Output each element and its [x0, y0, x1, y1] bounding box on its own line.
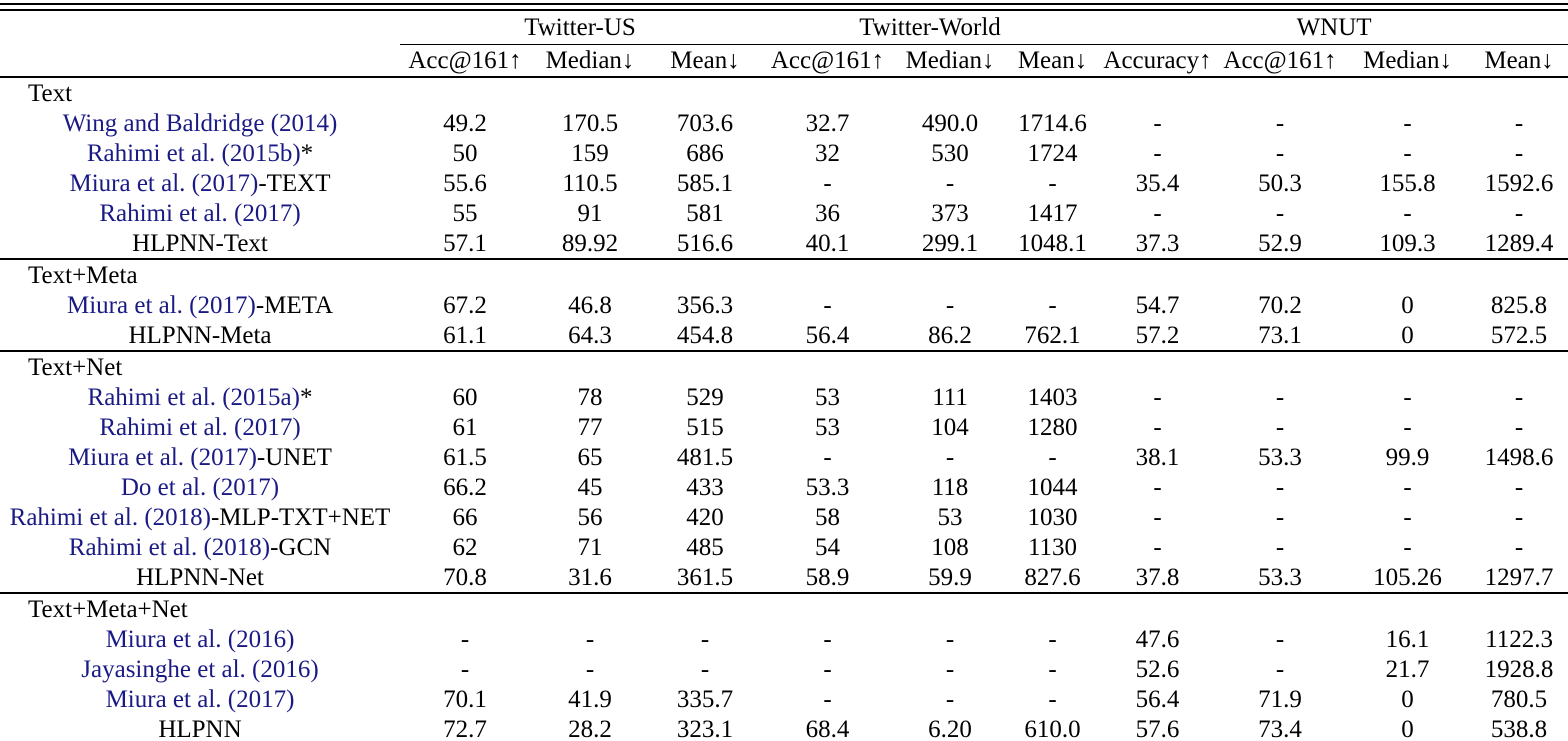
metric-value-cell: - — [1403, 199, 1412, 227]
metric-value-cell: - — [1275, 383, 1285, 411]
metric-header: Acc@161↑ — [1215, 45, 1345, 78]
citation-link[interactable]: Miura et al. (2016) — [105, 625, 295, 653]
model-name-cell — [0, 412, 400, 442]
metric-value-cell: - — [1514, 139, 1524, 167]
metric-value-cell: - — [1048, 685, 1057, 713]
section-label: Text+Meta — [0, 259, 1568, 290]
model-name-cell — [0, 108, 400, 138]
model-name-cell — [0, 138, 400, 168]
metric-value-cell: 454.8 — [676, 321, 734, 349]
metric-value-cell: 1122.3 — [1485, 625, 1553, 653]
section-label: Text+Meta+Net — [0, 593, 1568, 624]
metric-value-cell: 56 — [577, 503, 603, 531]
metric-value-cell: - — [1514, 533, 1524, 561]
metric-value-cell: - — [823, 685, 832, 713]
metric-value-cell: 1592.6 — [1484, 169, 1554, 197]
metric-value-cell: - — [1153, 503, 1162, 531]
dataset-group-header: Twitter-World — [760, 11, 1100, 45]
metric-value-cell: 61 — [452, 413, 478, 441]
metric-value-cell: 420 — [686, 503, 724, 531]
metric-value-cell: - — [945, 169, 955, 197]
metric-value-cell: - — [700, 655, 710, 683]
metric-header: Mean↓ — [650, 45, 760, 78]
metric-value-cell: - — [945, 655, 955, 683]
metric-value-cell: 0 — [1401, 715, 1414, 741]
metric-value-cell: 515 — [686, 413, 724, 441]
metric-value-cell: 1030 — [1027, 503, 1078, 531]
model-name-cell — [0, 472, 400, 502]
metric-value-cell: 481.5 — [676, 443, 734, 471]
metric-value-cell: - — [1403, 109, 1412, 137]
metric-value-cell: 55.6 — [443, 169, 487, 197]
citation-link[interactable]: Miura et al. (2017) — [69, 169, 259, 197]
metric-value-cell: 299.1 — [921, 229, 979, 257]
model-name-suffix: -GCN — [270, 533, 332, 561]
metric-value-cell: 572.5 — [1490, 321, 1548, 349]
section-header-row — [0, 351, 1568, 382]
metric-value-cell: 46.8 — [568, 291, 612, 319]
metric-value-cell: 41.9 — [568, 685, 612, 713]
metric-value-cell: 70.1 — [443, 685, 487, 713]
metric-value-cell: 35.4 — [1135, 169, 1180, 197]
metric-value-cell: - — [1275, 109, 1285, 137]
metric-value-cell: 78 — [577, 383, 603, 411]
metric-value-cell: - — [1514, 503, 1524, 531]
citation-link[interactable]: Rahimi et al. (2018) — [68, 533, 271, 561]
metric-value-cell: 91 — [577, 199, 603, 227]
metric-value-cell: 61.1 — [443, 321, 487, 349]
metric-value-cell: - — [823, 443, 832, 471]
model-name-cell — [0, 198, 400, 228]
metric-value-cell: - — [823, 169, 832, 197]
metric-value-cell: 0 — [1401, 291, 1414, 319]
metric-value-cell: 581 — [686, 199, 724, 227]
metric-value-cell: 6.20 — [928, 715, 972, 741]
metric-value-cell: 0 — [1401, 685, 1414, 713]
citation-link[interactable]: Miura et al. (2017) — [67, 291, 256, 319]
metric-value-cell: 1417 — [1027, 199, 1078, 227]
metric-value-cell: - — [1403, 383, 1412, 411]
metric-value-cell: 49.2 — [443, 109, 487, 137]
metric-value-cell: - — [460, 625, 470, 653]
metric-value-cell: - — [1275, 503, 1285, 531]
metric-value-cell: 40.1 — [805, 229, 850, 257]
metric-value-cell: - — [1514, 473, 1524, 501]
metric-value-cell: 516.6 — [676, 229, 734, 257]
metric-value-cell: 1130 — [1027, 533, 1078, 561]
metric-value-cell: - — [1275, 655, 1285, 683]
model-name: HLPNN — [158, 715, 242, 741]
metric-value-cell: 1280 — [1027, 413, 1078, 441]
metric-value-cell: 170.5 — [561, 109, 619, 137]
metric-value-cell: - — [1153, 413, 1162, 441]
metric-value-cell: 21.7 — [1385, 655, 1430, 683]
metric-value-cell: - — [1275, 139, 1285, 167]
section-label: Text+Net — [0, 351, 1568, 382]
metric-value-cell: 373 — [931, 199, 969, 227]
metric-value-cell: - — [1514, 383, 1524, 411]
metric-value-cell: 37.3 — [1135, 229, 1180, 257]
metric-value-cell: - — [1514, 199, 1524, 227]
metric-value-cell: - — [1403, 139, 1412, 167]
citation-link[interactable]: Rahimi et al. (2018) — [9, 503, 211, 531]
model-name-cell — [0, 562, 400, 593]
metric-value-cell: - — [1153, 533, 1162, 561]
metric-value-cell: - — [1048, 291, 1057, 319]
metric-value-cell: 109.3 — [1379, 229, 1436, 257]
metric-value-cell: 61.5 — [443, 443, 487, 471]
dataset-group-header-row — [0, 11, 1568, 45]
metric-value-cell: 47.6 — [1135, 625, 1180, 653]
metric-value-cell: - — [945, 685, 955, 713]
metric-value-cell: - — [823, 625, 832, 653]
metric-value-cell: - — [1403, 473, 1412, 501]
citation-link[interactable]: Wing and Baldridge (2014) — [62, 109, 338, 137]
metric-value-cell: - — [1048, 169, 1057, 197]
metric-value-cell: 0 — [1401, 321, 1414, 349]
metric-value-cell: 105.26 — [1373, 563, 1442, 591]
metric-value-cell: 66 — [452, 503, 478, 531]
metric-value-cell: 50.3 — [1258, 169, 1302, 197]
metric-value-cell: 1928.8 — [1484, 655, 1554, 683]
metric-value-cell: 86.2 — [928, 321, 972, 349]
metric-value-cell: 55 — [452, 199, 478, 227]
metric-value-cell: 53 — [815, 383, 841, 411]
metric-value-cell: 57.2 — [1135, 321, 1180, 349]
table-row — [0, 684, 1568, 714]
metric-value-cell: 53.3 — [1258, 563, 1302, 591]
metric-value-cell: 65 — [577, 443, 603, 471]
table-row — [0, 138, 1568, 168]
metric-value-cell: 45 — [577, 473, 603, 501]
table-row — [0, 108, 1568, 138]
table-row — [0, 382, 1568, 412]
model-name-cell — [0, 624, 400, 654]
metric-value-cell: 73.1 — [1258, 321, 1302, 349]
model-name: HLPNN-Text — [132, 229, 268, 257]
metric-value-cell: 56.4 — [805, 321, 850, 349]
metric-value-cell: 111 — [932, 383, 968, 411]
citation-link[interactable]: Rahimi et al. (2017) — [99, 413, 301, 441]
metric-header-row — [0, 45, 1568, 78]
metric-value-cell: 110.5 — [562, 169, 618, 197]
metric-value-cell: - — [1153, 383, 1162, 411]
metric-value-cell: - — [1048, 625, 1057, 653]
metric-value-cell: - — [945, 443, 955, 471]
table-row — [0, 168, 1568, 198]
metric-value-cell: - — [1275, 625, 1285, 653]
section-header-row — [0, 259, 1568, 290]
metric-value-cell: 72.7 — [443, 715, 487, 741]
model-name-cell — [0, 228, 400, 259]
metric-header: Accuracy↑ — [1100, 45, 1215, 78]
dataset-group-header: Twitter-US — [400, 11, 760, 45]
metric-value-cell: - — [1048, 443, 1057, 471]
table-row — [0, 320, 1568, 351]
metric-value-cell: 58 — [815, 503, 841, 531]
model-name-cell — [0, 684, 400, 714]
table-body — [0, 77, 1568, 741]
model-name-cell — [0, 502, 400, 532]
metric-value-cell: 159 — [571, 139, 609, 167]
metric-value-cell: 58.9 — [805, 563, 850, 591]
model-name-cell — [0, 532, 400, 562]
table-header — [0, 11, 1568, 77]
metric-header: Mean↓ — [1470, 45, 1568, 78]
metric-value-cell: 538.8 — [1490, 715, 1548, 741]
metric-value-cell: 108 — [931, 533, 969, 561]
metric-value-cell: - — [1514, 109, 1524, 137]
metric-value-cell: 70.2 — [1258, 291, 1302, 319]
citation-link[interactable]: Rahimi et al. (2015a) — [87, 383, 300, 411]
metric-value-cell: - — [945, 625, 955, 653]
metric-value-cell: 54 — [815, 533, 841, 561]
metric-value-cell: - — [1275, 533, 1285, 561]
metric-value-cell: - — [1275, 473, 1285, 501]
metric-value-cell: 28.2 — [568, 715, 612, 741]
metric-value-cell: 762.1 — [1024, 321, 1081, 349]
table-row — [0, 654, 1568, 684]
model-name-cell — [0, 290, 400, 320]
metric-header: Acc@161↑ — [400, 45, 530, 78]
metric-value-cell: 64.3 — [568, 321, 612, 349]
table-row — [0, 290, 1568, 320]
metric-value-cell: - — [585, 655, 595, 683]
metric-value-cell: - — [1275, 199, 1285, 227]
metric-value-cell: 780.5 — [1490, 685, 1548, 713]
metric-value-cell: 686 — [686, 139, 724, 167]
metric-value-cell: 53.3 — [805, 473, 850, 501]
model-name-suffix: * — [300, 139, 314, 167]
metric-value-cell: 1403 — [1027, 383, 1078, 411]
citation-link[interactable]: Jayasinghe et al. (2016) — [81, 655, 319, 683]
metric-value-cell: 485 — [686, 533, 724, 561]
metric-value-cell: 68.4 — [805, 715, 850, 741]
metric-value-cell: 585.1 — [676, 169, 734, 197]
metric-value-cell: 53 — [937, 503, 963, 531]
metric-value-cell: 62 — [452, 533, 478, 561]
metric-value-cell: - — [1153, 199, 1162, 227]
metric-value-cell: 77 — [577, 413, 603, 441]
citation-link[interactable]: Rahimi et al. (2015b) — [86, 139, 301, 167]
model-name-suffix: -TEXT — [258, 169, 331, 197]
model-name-cell — [0, 168, 400, 198]
metric-value-cell: 52.6 — [1135, 655, 1180, 683]
model-name-suffix: * — [299, 383, 313, 411]
metric-header: Median↓ — [530, 45, 650, 78]
metric-value-cell: 57.6 — [1135, 715, 1180, 741]
section-header-row — [0, 77, 1568, 108]
citation-link[interactable]: Miura et al. (2017) — [68, 443, 257, 471]
metric-value-cell: 38.1 — [1135, 443, 1180, 471]
citation-link[interactable]: Rahimi et al. (2017) — [99, 199, 301, 227]
metric-value-cell: - — [1514, 413, 1524, 441]
metric-value-cell: 356.3 — [676, 291, 734, 319]
model-name-suffix: -META — [255, 291, 333, 319]
empty-header-cell — [0, 45, 400, 78]
table-top-double-rule — [0, 3, 1568, 11]
citation-link[interactable]: Miura et al. (2017) — [105, 685, 295, 713]
metric-value-cell: 89.92 — [561, 229, 619, 257]
table-row — [0, 472, 1568, 502]
metric-value-cell: 53.3 — [1258, 443, 1302, 471]
metric-value-cell: 825.8 — [1490, 291, 1548, 319]
metric-value-cell: 73.4 — [1258, 715, 1302, 741]
table-row — [0, 624, 1568, 654]
metric-header: Acc@161↑ — [760, 45, 895, 78]
model-name-cell — [0, 320, 400, 351]
metric-value-cell: - — [1403, 413, 1412, 441]
table-row — [0, 442, 1568, 472]
metric-value-cell: 37.8 — [1135, 563, 1180, 591]
empty-header-cell — [0, 11, 400, 45]
metric-value-cell: 118 — [931, 473, 969, 501]
metric-value-cell: 99.9 — [1385, 443, 1430, 471]
model-name-suffix: -MLP-TXT+NET — [210, 503, 391, 531]
table-row — [0, 198, 1568, 228]
metric-value-cell: 71 — [577, 533, 603, 561]
metric-value-cell: 1498.6 — [1484, 443, 1554, 471]
metric-value-cell: - — [700, 625, 710, 653]
model-name: HLPNN-Net — [136, 563, 264, 591]
metric-value-cell: 1714.6 — [1018, 109, 1087, 137]
metric-value-cell: 1724 — [1027, 139, 1078, 167]
metric-value-cell: 1297.7 — [1484, 563, 1554, 591]
metric-value-cell: 335.7 — [676, 685, 734, 713]
metric-value-cell: 56.4 — [1135, 685, 1180, 713]
dataset-group-header: WNUT — [1100, 11, 1568, 45]
metric-value-cell: 32.7 — [805, 109, 850, 137]
model-name-cell — [0, 654, 400, 684]
metric-value-cell: - — [1275, 413, 1285, 441]
metric-value-cell: - — [460, 655, 470, 683]
metric-value-cell: 1289.4 — [1484, 229, 1554, 257]
table-row — [0, 714, 1568, 741]
model-name-suffix: -UNET — [256, 443, 332, 471]
metric-value-cell: - — [1403, 503, 1412, 531]
metric-value-cell: - — [1153, 109, 1162, 137]
benchmark-results-table — [0, 11, 1568, 741]
metric-value-cell: 323.1 — [676, 715, 734, 741]
metric-value-cell: - — [1153, 473, 1162, 501]
metric-value-cell: - — [585, 625, 595, 653]
metric-value-cell: 1048.1 — [1018, 229, 1087, 257]
metric-value-cell: - — [1153, 139, 1162, 167]
model-name: HLPNN-Meta — [128, 321, 272, 349]
metric-value-cell: 71.9 — [1258, 685, 1302, 713]
metric-value-cell: 703.6 — [676, 109, 734, 137]
metric-value-cell: 66.2 — [443, 473, 487, 501]
metric-header: Mean↓ — [1005, 45, 1100, 78]
metric-value-cell: - — [945, 291, 955, 319]
metric-value-cell: 104 — [931, 413, 969, 441]
metric-value-cell: 827.6 — [1024, 563, 1081, 591]
metric-value-cell: - — [823, 655, 832, 683]
metric-value-cell: 70.8 — [443, 563, 487, 591]
table-row — [0, 412, 1568, 442]
table-row — [0, 228, 1568, 259]
metric-value-cell: 155.8 — [1379, 169, 1436, 197]
metric-value-cell: 529 — [686, 383, 724, 411]
metric-value-cell: 490.0 — [921, 109, 979, 137]
metric-value-cell: 16.1 — [1385, 625, 1430, 653]
metric-value-cell: 60 — [452, 383, 478, 411]
citation-link[interactable]: Do et al. (2017) — [120, 473, 280, 501]
metric-value-cell: 59.9 — [928, 563, 972, 591]
metric-value-cell: 31.6 — [568, 563, 612, 591]
metric-value-cell: - — [823, 291, 832, 319]
metric-value-cell: 433 — [686, 473, 724, 501]
model-name-cell — [0, 442, 400, 472]
metric-value-cell: 610.0 — [1024, 715, 1081, 741]
section-header-row — [0, 593, 1568, 624]
metric-value-cell: 67.2 — [443, 291, 487, 319]
metric-value-cell: 50 — [452, 139, 478, 167]
metric-value-cell: 54.7 — [1135, 291, 1180, 319]
model-name-cell — [0, 382, 400, 412]
metric-value-cell: 57.1 — [443, 229, 487, 257]
metric-value-cell: 530 — [931, 139, 969, 167]
metric-header: Median↓ — [1345, 45, 1470, 78]
metric-value-cell: - — [1403, 533, 1412, 561]
metric-value-cell: 1044 — [1027, 473, 1078, 501]
metric-header: Median↓ — [895, 45, 1005, 78]
table-row — [0, 502, 1568, 532]
metric-value-cell: - — [1048, 655, 1057, 683]
metric-value-cell: 36 — [815, 199, 841, 227]
metric-value-cell: 52.9 — [1258, 229, 1302, 257]
metric-value-cell: 361.5 — [676, 563, 734, 591]
section-label: Text — [28, 79, 73, 107]
metric-value-cell: 53 — [815, 413, 841, 441]
model-name-cell — [0, 714, 400, 741]
table-row — [0, 532, 1568, 562]
metric-value-cell: 32 — [815, 139, 841, 167]
table-row — [0, 562, 1568, 593]
